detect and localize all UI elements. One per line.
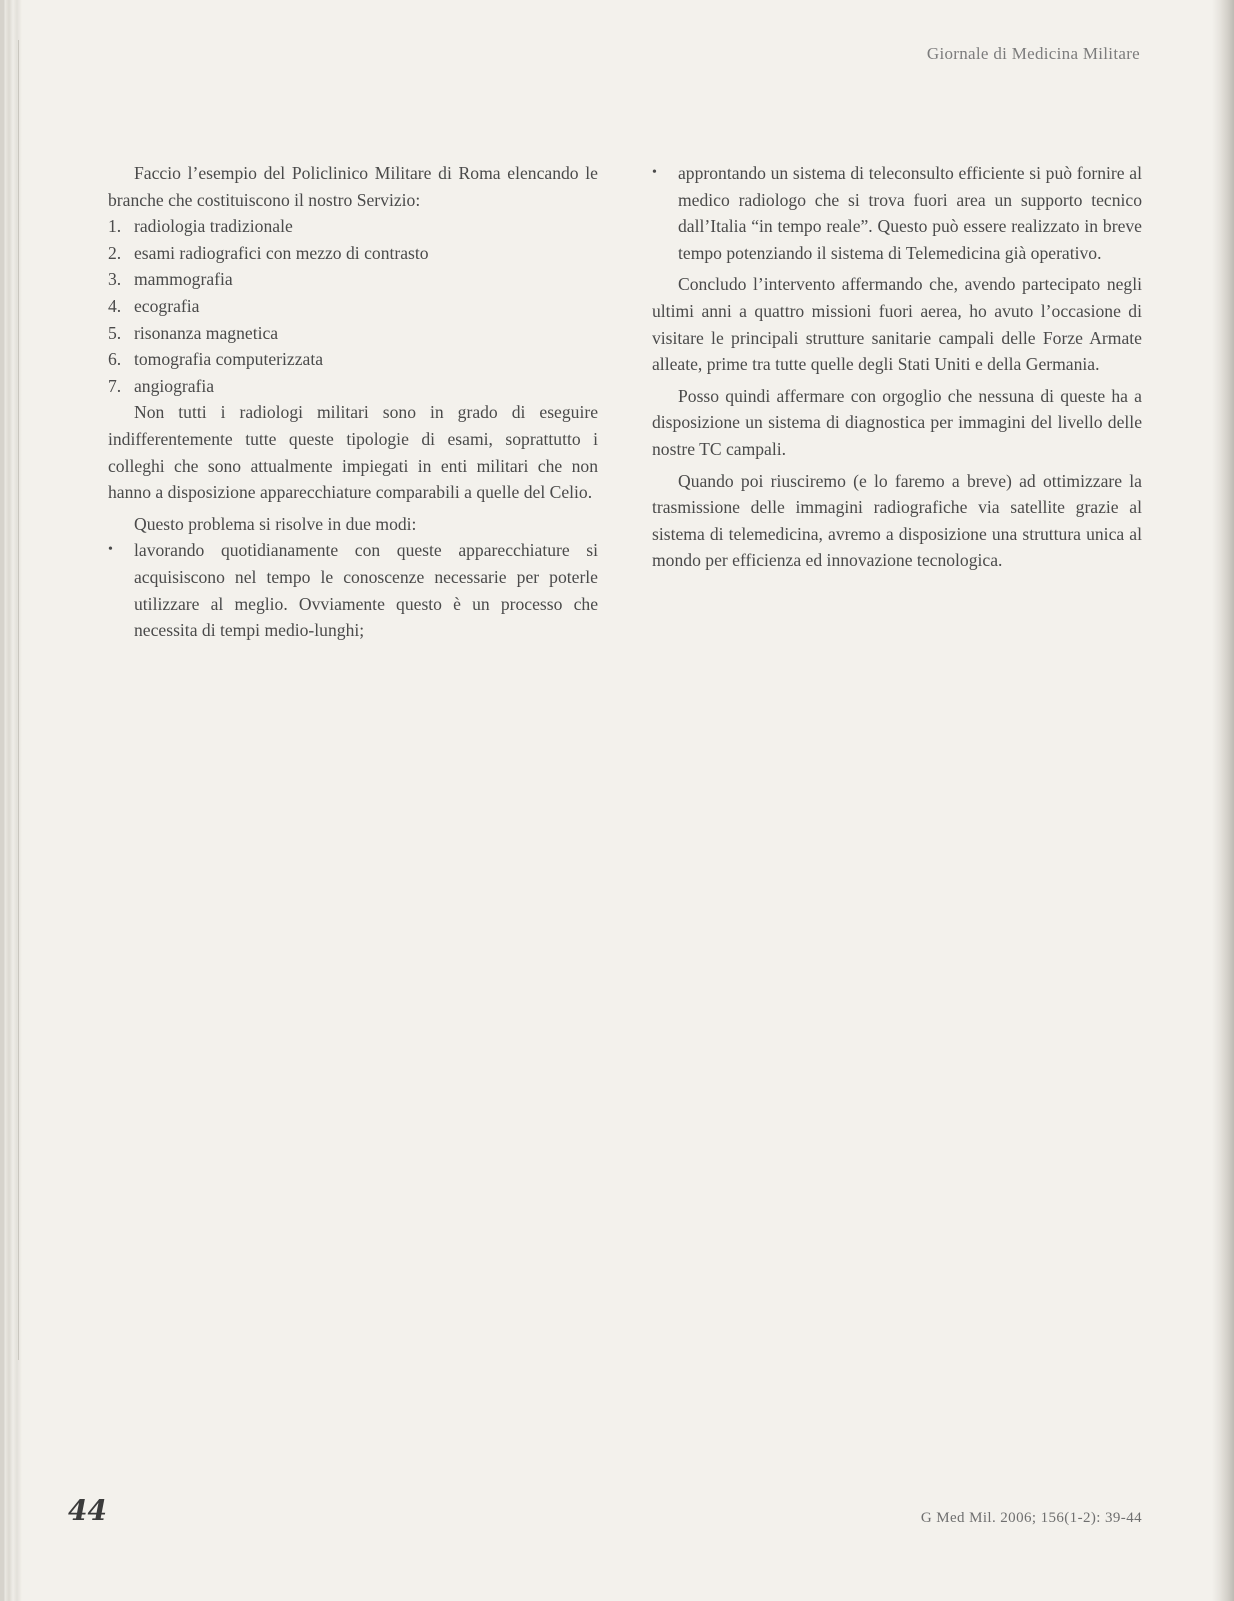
body-paragraph: Questo problema si risolve in due modi: — [134, 513, 417, 534]
list-item — [108, 213, 598, 240]
body-paragraph: Concludo l’intervento affermando che, avendo partecipato negli ultimi anni a quattro missioni fuori aerea, ho avuto l’occasione di visitare le principali strutture sanitarie campali delle Forze Armate alleate, prime tra tutte quelle degli Stati Uniti e della Germania. — [652, 274, 1142, 375]
list-number: 4. — [108, 295, 122, 316]
bullet-text: approntando un sistema di teleconsulto efficiente si può fornire al medico radiologo che si trova fuori area un supporto tecnico dall’Italia “in tempo reale”. Questo può essere realizzato in breve tempo potenziando il sistema di Telemedicina già operativo. — [678, 163, 1142, 263]
list-item — [108, 346, 598, 373]
list-text: tomografia computerizzata — [134, 349, 324, 370]
page-right-edge — [1212, 0, 1234, 1601]
list-item — [108, 320, 598, 347]
list-item — [108, 266, 598, 293]
citation-footer: G Med Mil. 2006; 156(1-2): 39-44 — [920, 1510, 1142, 1526]
list-item — [108, 293, 598, 320]
list-text: angiografia — [134, 375, 215, 396]
list-text: mammografia — [134, 269, 233, 290]
left-column — [108, 160, 598, 644]
list-text: ecografia — [134, 295, 200, 316]
bullet-item — [652, 160, 1142, 266]
bullet-text: lavorando quotidianamente con queste apparecchiature si acquisiscono nel tempo le conoscenze necessarie per poterle utilizzare al meglio. Ovviamente questo è un processo che necessita di tempi medio-lunghi; — [134, 540, 598, 641]
bullet-icon: • — [652, 165, 657, 180]
bullet-icon: • — [108, 542, 113, 558]
list-number: 5. — [108, 322, 122, 343]
body-paragraph: Quando poi riusciremo (e lo faremo a breve) ad ottimizzare la trasmissione delle immagini radiografiche via satellite grazie al sistema di telemedicina, avremo a disposizione una struttura unica al mondo per efficienza ed innovazione tecnologica. — [652, 470, 1142, 571]
list-item — [108, 373, 598, 400]
running-header: Giornale di Medicina Militare — [926, 44, 1140, 63]
list-text: risonanza magnetica — [134, 322, 279, 343]
list-number: 7. — [108, 375, 122, 396]
body-paragraph: Non tutti i radiologi militari sono in grado di eseguire indifferentemente tutte queste tipologie di esami, soprattutto i colleghi che sono attualmente impiegati in enti militari che non hanno a disposizione apparecchiature comparabili a quelle del Celio. — [108, 402, 598, 503]
list-text: esami radiografici con mezzo di contrasto — [134, 242, 429, 263]
list-number: 6. — [108, 349, 122, 370]
list-number: 2. — [108, 242, 122, 263]
list-number: 3. — [108, 269, 122, 290]
binding-shadow-line — [18, 40, 19, 1360]
right-column — [652, 160, 1142, 574]
servizio-branch-list — [108, 213, 598, 399]
list-text: radiologia tradizionale — [134, 216, 293, 237]
page-number: 44 — [68, 1494, 107, 1527]
list-number: 1. — [108, 216, 122, 237]
body-paragraph: Posso quindi affermare con orgoglio che nessuna di queste ha a disposizione un sistema di diagnostica per immagini del livello delle nostre TC campali. — [652, 385, 1142, 459]
intro-paragraph: Faccio l’esempio del Policlinico Militare di Roma elencando le branche che costituiscono il nostro Servizio: — [108, 163, 598, 210]
bullet-item — [108, 537, 598, 643]
list-item — [108, 240, 598, 267]
